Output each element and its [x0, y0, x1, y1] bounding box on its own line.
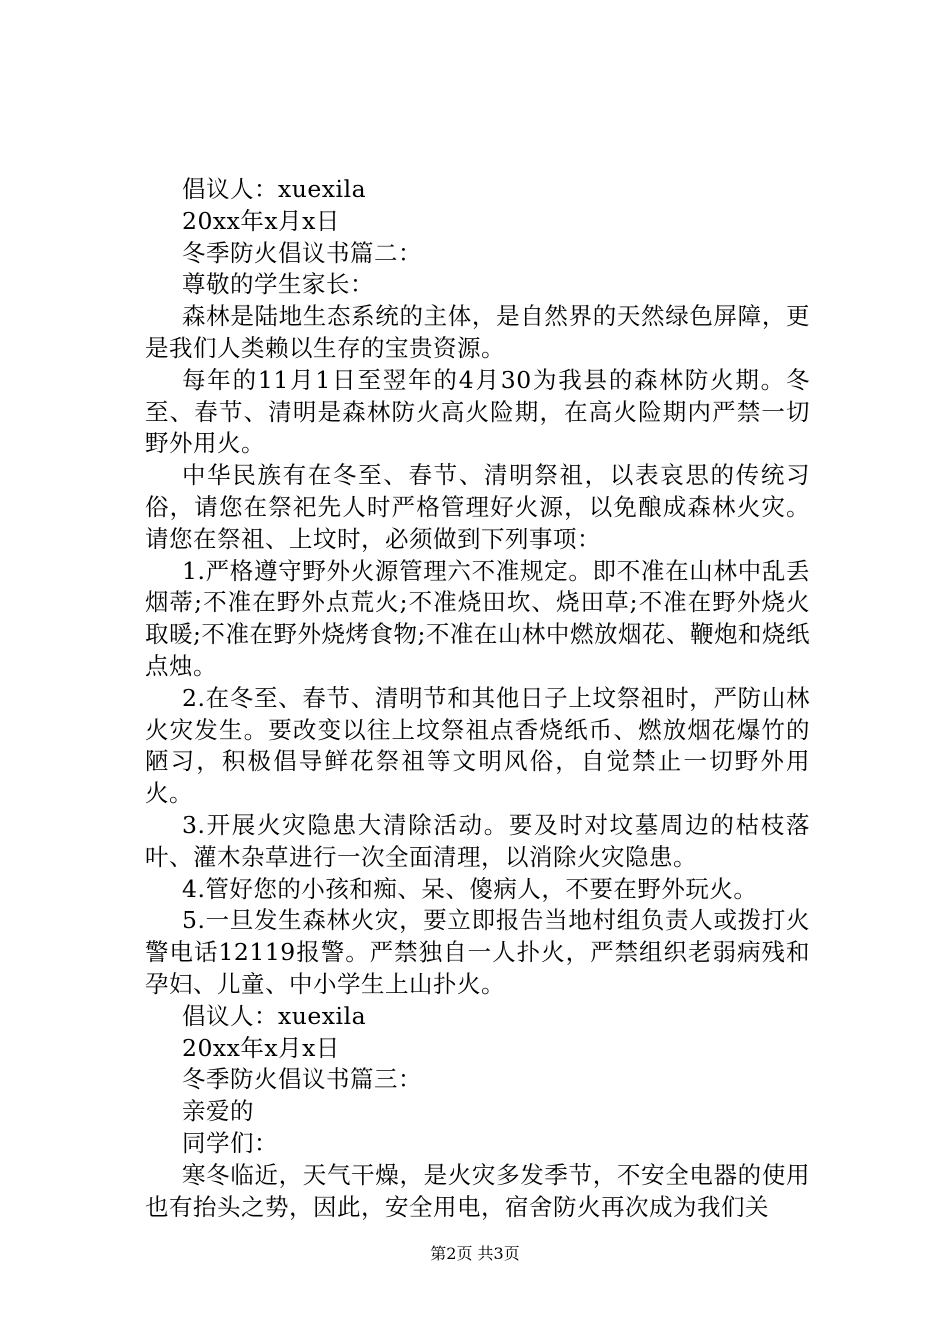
signature-line: 倡议人：xuexila [182, 1001, 367, 1030]
salutation: 亲爱的 [182, 1097, 254, 1126]
body-paragraph: 寒冬临近，天气干燥，是火灾多发季节，不安全电器的使用也有抬头之势，因此，安全用电，宿舍防火再次成为我们关 [145, 1160, 810, 1221]
body-paragraph: 每年的11月1日至翌年的4月30为我县的森林防火期。冬至、春节、清明是森林防火高火险期，在高火险期内严禁一切野外用火。 [145, 365, 810, 458]
body-paragraph: 中华民族有在冬至、春节、清明祭祖，以表哀思的传统习俗，请您在祭祀先人时严格管理好火源，以免酿成森林火灾。请您在祭祖、上坟时，必须做到下列事项： [145, 461, 810, 553]
signature-line: 倡议人：xuexila [182, 175, 367, 203]
list-item: 1.严格遵守野外火源管理六不准规定。即不准在山林中乱丢烟蒂;不准在野外点荒火;不准烧田坎、烧田草;不准在野外烧火取暖;不准在野外烧烤食物;不准在山林中燃放烟花、鞭炮和烧纸点烛。 [145, 556, 810, 680]
list-item: 4.管好您的小孩和痴、呆、傻病人，不要在野外玩火。 [182, 874, 758, 903]
date-line: 20xx年x月x日 [182, 206, 340, 235]
list-item: 3.开展火灾隐患大清除活动。要及时对坟墓周边的枯枝落叶、灌木杂草进行一次全面清理，以消除火灾隐患。 [145, 810, 810, 871]
salutation: 尊敬的学生家长： [182, 270, 374, 299]
section-title: 冬季防火倡议书篇三： [182, 1065, 422, 1094]
page-number: 第2页 共3页 [430, 1244, 520, 1263]
date-line: 20xx年x月x日 [182, 1033, 340, 1062]
list-item: 2.在冬至、春节、清明节和其他日子上坟祭祖时，严防山林火灾发生。要改变以往上坟祭祖点香烧纸币、燃放烟花爆竹的陋习，积极倡导鲜花祭祖等文明风俗，自觉禁止一切野外用火。 [145, 683, 810, 808]
section-title: 冬季防火倡议书篇二： [182, 238, 422, 267]
body-paragraph: 森林是陆地生态系统的主体，是自然界的天然绿色屏障，更是我们人类赖以生存的宝贵资源。 [145, 302, 810, 362]
document-body [145, 174, 810, 1223]
list-item: 5.一旦发生森林火灾，要立即报告当地村组负责人或拨打火警电话12119报警。严禁独自一人扑火，严禁组织老弱病残和孕妇、儿童、中小学生上山扑火。 [145, 906, 810, 998]
salutation: 同学们： [182, 1128, 278, 1157]
